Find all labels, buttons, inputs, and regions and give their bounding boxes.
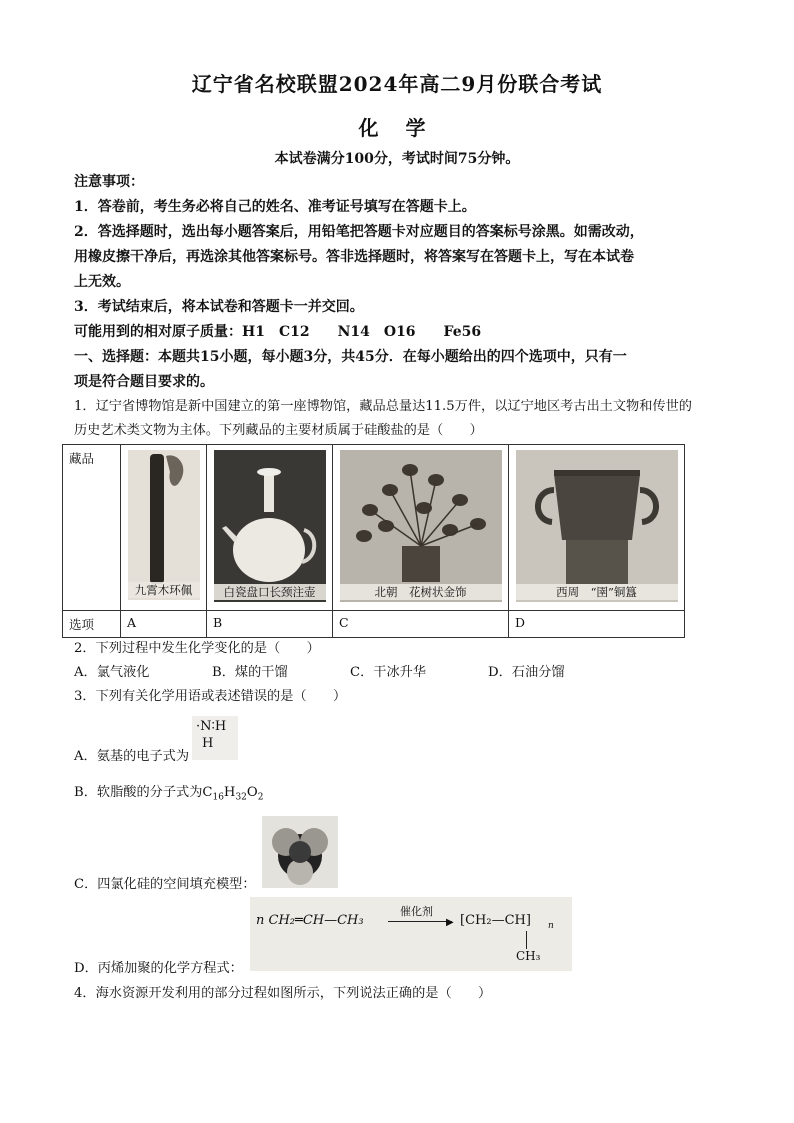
option-c: C bbox=[333, 611, 509, 638]
product: [CH₂—CH] bbox=[460, 913, 531, 928]
caption-d: 西周 “圉”铜簋 bbox=[516, 584, 678, 600]
b-sub-2: 2 bbox=[257, 792, 264, 803]
collection-table bbox=[62, 444, 685, 638]
bronze-gui-photo bbox=[516, 450, 678, 602]
row-label-collection: 藏品 bbox=[63, 445, 121, 611]
q2-option-d: D．石油分馏 bbox=[488, 665, 565, 680]
question-4-stem: 4．海水资源开发利用的部分过程如图所示，下列说法正确的是（ ） bbox=[74, 986, 492, 1001]
b-prefix: B．软脂酸的分子式为C bbox=[74, 785, 213, 800]
formula-bottom: H bbox=[202, 736, 214, 751]
collection-cell-d bbox=[509, 445, 685, 611]
exam-title: 辽宁省名校联盟2024年高二9月份联合考试 bbox=[191, 72, 603, 96]
q1-line: 历史艺术类文物为主体。下列藏品的主要材质属于硅酸盐的是（ ） bbox=[74, 423, 483, 438]
gold-ornament-photo bbox=[340, 450, 502, 602]
b-sub-32: 32 bbox=[235, 792, 247, 803]
q3-option-c: C．四氯化硅的空间填充模型： bbox=[74, 877, 256, 892]
catalyst-label: 催化剂 bbox=[400, 905, 433, 918]
notes-heading: 注意事项： bbox=[74, 174, 144, 190]
reaction-arrow bbox=[388, 921, 452, 922]
q3-option-d: D．丙烯加聚的化学方程式： bbox=[74, 961, 243, 976]
caption-b: 白瓷盘口长颈注壶 bbox=[214, 584, 326, 600]
subject-title: 化 学 bbox=[358, 116, 436, 140]
gold-tree-icon bbox=[340, 450, 502, 602]
product-n: n bbox=[548, 921, 554, 931]
b-sub-16: 16 bbox=[212, 792, 224, 803]
q3-stem: 3．下列有关化学用语或表述错误的是（ ） bbox=[74, 689, 347, 704]
collection-cell-b bbox=[207, 445, 333, 611]
arrow-head-icon: ▶ bbox=[446, 917, 454, 928]
q2-options bbox=[74, 661, 734, 685]
atomic-mass-line: 可能用到的相对原子质量：H1 C12 N14 O16 Fe56 bbox=[74, 324, 482, 340]
option-a: A bbox=[121, 611, 207, 638]
q3-option-a: A．氨基的电子式为 bbox=[74, 749, 190, 764]
note-item: 用橡皮擦干净后，再选涂其他答案标号。答非选择题时，将答案写在答题卡上，写在本试卷 bbox=[74, 249, 634, 265]
pendant-icon bbox=[128, 450, 200, 600]
branch-group: CH₃ bbox=[516, 949, 541, 963]
q1-line: 1．辽宁省博物馆是新中国建立的第一座博物馆，藏品总量达11.5万件，以辽宁地区考古出土文物和传世的 bbox=[74, 399, 692, 414]
bronze-vessel-icon bbox=[516, 450, 678, 602]
q2-option-c: C．干冰升华 bbox=[350, 665, 427, 680]
option-d: D bbox=[509, 611, 685, 638]
note-item: 2．答选择题时，选出每小题答案后，用铅笔把答题卡对应题目的答案标号涂黑。如需改动， bbox=[74, 224, 644, 240]
ewer-icon bbox=[214, 450, 326, 602]
question-1-stem bbox=[74, 395, 734, 443]
jade-pendant-photo bbox=[128, 450, 200, 600]
section1-intro: 一、选择题：本题共15小题，每小题3分，共45分．在每小题给出的四个选项中，只有一 bbox=[74, 349, 627, 365]
question-2 bbox=[74, 637, 734, 709]
caption-c: 北朝 花树状金饰 bbox=[340, 584, 502, 600]
b-h: H bbox=[223, 785, 236, 800]
q3-option-b bbox=[74, 781, 734, 810]
b-o: O bbox=[246, 785, 258, 800]
note-item: 1．答卷前，考生务必将自己的姓名、准考证号填写在答题卡上。 bbox=[74, 199, 476, 215]
porcelain-ewer-photo bbox=[214, 450, 326, 602]
note-item: 3．考试结束后，将本试卷和答题卡一并交回。 bbox=[74, 299, 364, 315]
note-item: 上无效。 bbox=[74, 274, 130, 290]
branch-bond bbox=[526, 931, 527, 949]
reactant: n CH₂═CH—CH₃ bbox=[256, 913, 364, 928]
q2-stem: 2．下列过程中发生化学变化的是（ ） bbox=[74, 641, 320, 656]
full-score-note: 本试卷满分100分，考试时间75分钟。 bbox=[274, 151, 520, 167]
q2-option-a: A．氯气液化 bbox=[74, 665, 150, 680]
option-b: B bbox=[207, 611, 333, 638]
caption-a: 九霄木环佩 bbox=[128, 582, 200, 598]
notes-section bbox=[74, 170, 734, 395]
section1-intro-cont: 项是符合题目要求的。 bbox=[74, 374, 214, 390]
collection-cell-a bbox=[121, 445, 207, 611]
row-label-option: 选项 bbox=[63, 611, 121, 638]
collection-cell-c bbox=[333, 445, 509, 611]
formula-top: ·N∶H bbox=[196, 719, 227, 734]
q2-option-b: B．煤的干馏 bbox=[212, 665, 288, 680]
